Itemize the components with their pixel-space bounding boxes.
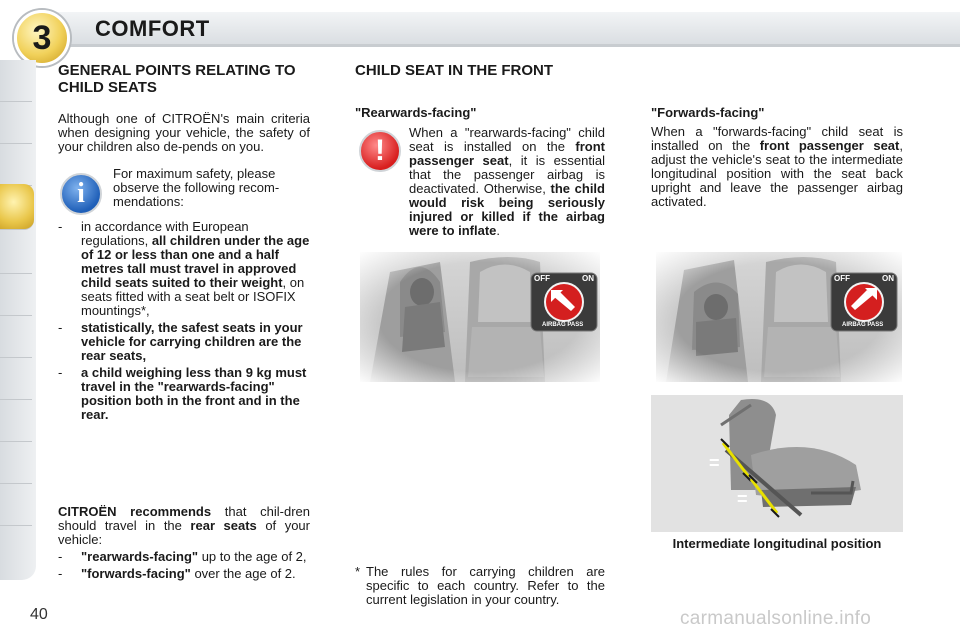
rearwards-facing-block <box>355 105 605 238</box>
chapter-tab-rail <box>0 60 36 580</box>
text-run: , adjust the vehicle's seat to the intermediate longitudinal position with the seat back upright and leave the passenger airbag activated. <box>651 138 903 209</box>
recommend-text-2: of your vehicle: <box>58 518 310 547</box>
chapter-tab-active[interactable] <box>0 184 34 230</box>
citroen-recommends <box>58 505 310 584</box>
chapter-tab[interactable] <box>0 484 32 526</box>
list-text: in accordance with European regulations, <box>81 219 249 248</box>
text-run: When a "forwards-facing" child seat is installed on the <box>651 124 903 153</box>
footnote-text: The rules for carrying children are specific to each country. Refer to the current legislation in your country. <box>366 564 605 607</box>
airbag-pass-label: AIRBAG PASS <box>542 322 584 328</box>
chapter-tab[interactable] <box>0 102 32 144</box>
chapter-number-badge: 3 <box>14 10 70 66</box>
forwards-facing-text <box>651 125 903 209</box>
seat-position-illustration <box>651 395 903 532</box>
list-bold-text: "rearwards-facing" <box>81 549 199 564</box>
list-item <box>58 321 310 363</box>
chapter-tab[interactable] <box>0 232 32 274</box>
recommendation-list <box>58 220 310 425</box>
bold-run: front passenger seat <box>409 139 605 168</box>
chapter-tab[interactable] <box>0 60 32 102</box>
info-icon: i <box>60 173 102 215</box>
general-points-heading: GENERAL POINTS RELATING TO CHILD SEATS <box>58 62 296 96</box>
airbag-on-label: ON <box>882 274 894 283</box>
list-item <box>58 567 310 581</box>
child-seat-front-section <box>355 62 915 79</box>
chapter-tab[interactable] <box>0 400 32 442</box>
chapter-tab[interactable] <box>0 358 32 400</box>
rear-facing-seat-illustration <box>360 252 600 382</box>
list-item <box>58 366 310 422</box>
info-note <box>58 165 310 217</box>
watermark: carmanualsonline.info <box>680 608 872 629</box>
forwards-facing-title: "Forwards-facing" <box>651 105 765 120</box>
seat-position-caption: Intermediate longitudinal position <box>672 536 882 551</box>
chapter-tab[interactable] <box>0 442 32 484</box>
brand-recommends: CITROËN recommends <box>58 504 212 519</box>
rearwards-facing-text <box>409 126 605 238</box>
list-text: , on seats fitted with a seat belt or ISOFIX mountings*, <box>81 275 305 318</box>
forwards-facing-block <box>651 105 903 209</box>
chapter-tab[interactable] <box>0 316 32 358</box>
airbag-on-label: ON <box>582 274 594 283</box>
footnote-star: * <box>355 564 361 579</box>
equal-mark: = <box>737 489 748 509</box>
list-bold-text: a child weighing less than 9 kg must travel in the "rearwards-facing" position both in the front and in the rear. <box>81 365 307 422</box>
text-run: , it is essential that the passenger airbag is deactivated. Otherwise, <box>409 153 605 196</box>
equal-mark: = <box>709 453 720 473</box>
list-bold-text: statistically, the safest seats in your vehicle for carrying children are the rear seats, <box>81 320 303 363</box>
list-bold-text: all children under the age of 12 or less than one and a half metres tall must travel in approved child seats suited to their weight <box>81 233 310 290</box>
airbag-pass-label: AIRBAG PASS <box>842 322 884 328</box>
warning-icon: ! <box>359 130 401 172</box>
chapter-tab[interactable] <box>0 274 32 316</box>
text-run: . <box>496 223 501 238</box>
list-dash: - <box>58 549 63 564</box>
rearwards-facing-title: "Rearwards-facing" <box>355 105 477 120</box>
list-bold-text: "forwards-facing" <box>81 566 191 581</box>
list-dash: - <box>58 566 63 581</box>
airbag-off-label: OFF <box>534 274 550 283</box>
header-underline <box>60 44 960 47</box>
seat-position-svg <box>651 395 903 532</box>
airbag-off-label: OFF <box>834 274 850 283</box>
list-item <box>58 220 310 318</box>
list-dash: - <box>58 365 63 380</box>
child-seat-front-heading: CHILD SEAT IN THE FRONT <box>355 62 554 79</box>
footnote <box>355 565 605 607</box>
recommend-text <box>58 505 310 547</box>
rear-seats-bold: rear seats <box>190 518 257 533</box>
list-item <box>58 550 310 564</box>
bold-run: front passenger seat <box>759 138 900 153</box>
chapter-title: COMFORT <box>95 16 210 41</box>
general-intro: Although one of CITROËN's main criteria when designing your vehicle, the safety of your children also de-pends on you. <box>58 111 310 154</box>
list-dash: - <box>58 320 63 335</box>
recommend-text-1: that chil-dren should travel in the <box>58 504 310 533</box>
list-dash: - <box>58 219 63 234</box>
page-number: 40 <box>30 606 48 623</box>
chapter-tab[interactable] <box>0 144 32 186</box>
list-text: over the age of 2. <box>190 566 296 581</box>
bold-run: the child would risk being seriously injured or killed if the airbag were to inflate <box>409 181 605 238</box>
forward-facing-seat-illustration <box>656 252 902 382</box>
text-run: When a "rearwards-facing" child seat is installed on the <box>409 125 605 154</box>
info-note-text: For maximum safety, please observe the following recom-mendations: <box>113 166 280 209</box>
list-text: up to the age of 2, <box>198 549 307 564</box>
general-points-section <box>58 62 310 154</box>
